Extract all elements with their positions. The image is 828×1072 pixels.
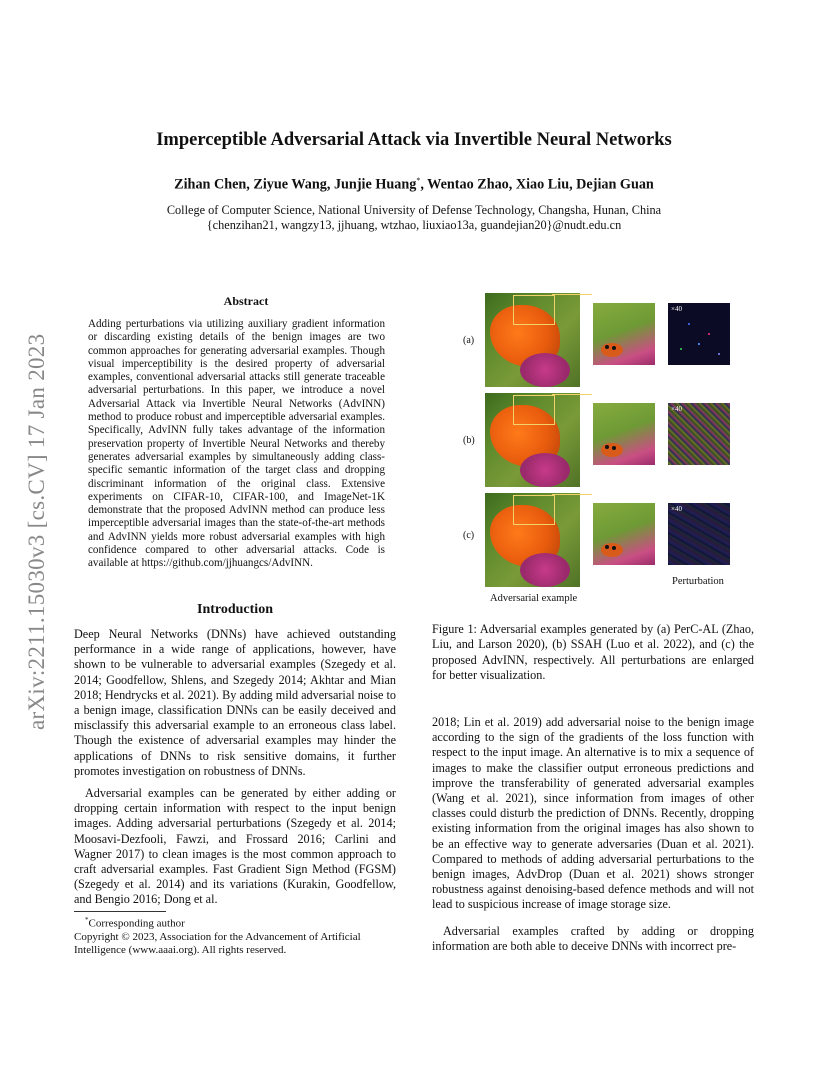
authors-rest: , Wentao Zhao, Xiao Liu, Dejian Guan [420, 176, 654, 193]
row-label-a: (a) [463, 335, 475, 346]
adversarial-example-label: Adversarial example [490, 593, 578, 604]
row-label-b: (b) [463, 435, 475, 446]
footnote-copyright: Copyright © 2023, Association for the Advancement of Artificial Intelligence (www.aaai.org). All rights reserved. [74, 930, 361, 956]
affiliation-emails: {chenzihan21, wangzy13, jjhuang, wtzhao, liuxiao13a, guandejian20}@nudt.edu.cn [206, 218, 622, 232]
abstract-heading: Abstract [223, 294, 269, 308]
intro-paragraph-1: Deep Neural Networks (DNNs) have achieved outstanding performance in a wide range of applications, however, have shown to be vulnerable to adversarial examples (Szegedy et al. 2014; Goodfellow, Shlens, and Szegedy 2014; Akhtar and Mian 2018; Hendrycks et al. 2021). By adding mild adversarial noise to a benign image, classification DNNs can be easily deceived and misclassify this adversarial example to an erroneous class label. Though the existence of adversarial examples may hinder the applications of DNNs to risk sensitive domains, it further promotes investigation on robustness of DNNs. [74, 627, 396, 778]
intro-paragraph-4: Adversarial examples crafted by adding or dropping information are both able to deceive DNNs with incorrect pre- [432, 924, 754, 954]
zoom-crop-b [593, 403, 655, 465]
affiliation-institution: College of Computer Science, National University of Defense Technology, Changsha, Hunan, China [166, 203, 662, 217]
perturbation-a: ×40 [668, 303, 730, 365]
perturbation-c: ×40 [668, 503, 730, 565]
row-label-c: (c) [463, 530, 475, 541]
figure-1-caption: Figure 1: Adversarial examples generated by (a) PerC-AL (Zhao, Liu, and Larson 2020), (b) SSAH (Luo et al. 2022), and (c) the proposed AdvINN, respectively. All perturbations are enlarged for better visualization. [432, 622, 754, 682]
footnote [74, 914, 404, 957]
affiliation [0, 203, 828, 233]
perturbation-b: ×40 [668, 403, 730, 465]
abstract-text: Adding perturbations via utilizing auxiliary gradient information or discarding existing details of the benign images are two common approaches for generating adversarial examples. Though visual imperceptibility is the desired property of adversarial examples, conventional adversarial attacks still generate traceable adversarial perturbations. In this paper, we introduce a novel Adversarial Attack via Invertible Neural Networks (AdvINN) method to produce robust and imperceptible adversarial examples. Specifically, AdvINN fully takes advantage of the information preservation property of Invertible Neural Networks and thereby generates adversarial examples by simultaneously adding class-specific semantic information of the target class and dropping discriminant information of the original class. Extensive experiments on CIFAR-10, CIFAR-100, and ImageNet-1K demonstrate that the proposed AdvINN method can produce less imperceptible adversarial images than the state-of-the-art methods and AdvINN yields more robust adversarial examples with high confidence compared to other adversarial attacks. Code is available at https://github.com/jjhuangcs/AdvINN. [88, 318, 385, 570]
intro-paragraph-3: 2018; Lin et al. 2019) add adversarial noise to the benign image according to the sign of the gradients of the loss function with respect to the input image. An alternative is to mix a sequence of images to make the classifier output erroneous predictions and improve the transferability of generated adversarial examples (Wang et al. 2021), since information from images of other classes could disturb the prediction of DNNs. Recently, dropping existing information from the original images has also shown to be an effective way to generate adversaries (Duan et al. 2021). Compared to methods of adding adversarial perturbations to the benign images, AdvDrop (Duan et al. 2021) shows stronger robustness against denoising-based defence methods and will not lead to suspicious increase of image storage size. [432, 715, 754, 912]
arxiv-stamp: arXiv:2211.15030v3 [cs.CV] 17 Jan 2023 [24, 333, 49, 730]
author-list [0, 176, 828, 194]
introduction-heading: Introduction [197, 602, 273, 617]
zoom-crop-a [593, 303, 655, 365]
corresponding-mark: * [416, 176, 421, 185]
footnote-corresponding: *Corresponding author [85, 916, 185, 930]
footnote-rule [74, 911, 166, 912]
figure-1 [430, 285, 760, 610]
paper-title: Imperceptible Adversarial Attack via Invertible Neural Networks [156, 130, 672, 150]
zoom-crop-c [593, 503, 655, 565]
authors-first: Zihan Chen, Ziyue Wang, Junjie Huang [174, 176, 417, 193]
perturbation-label: Perturbation [672, 576, 724, 587]
intro-paragraph-2: Adversarial examples can be generated by either adding or dropping certain information with respect to the input benign images. Adding adversarial perturbations (Szegedy et al. 2014; Moosavi-Dezfooli, Fawzi, and Frossard 2016; Carlini and Wagner 2017) to clean images is the most common approach to craft adversarial examples. Fast Gradient Sign Method (FGSM) (Szegedy et al. 2014) and its variations (Kurakin, Goodfellow, and Bengio 2016; Dong et al. [74, 786, 396, 907]
